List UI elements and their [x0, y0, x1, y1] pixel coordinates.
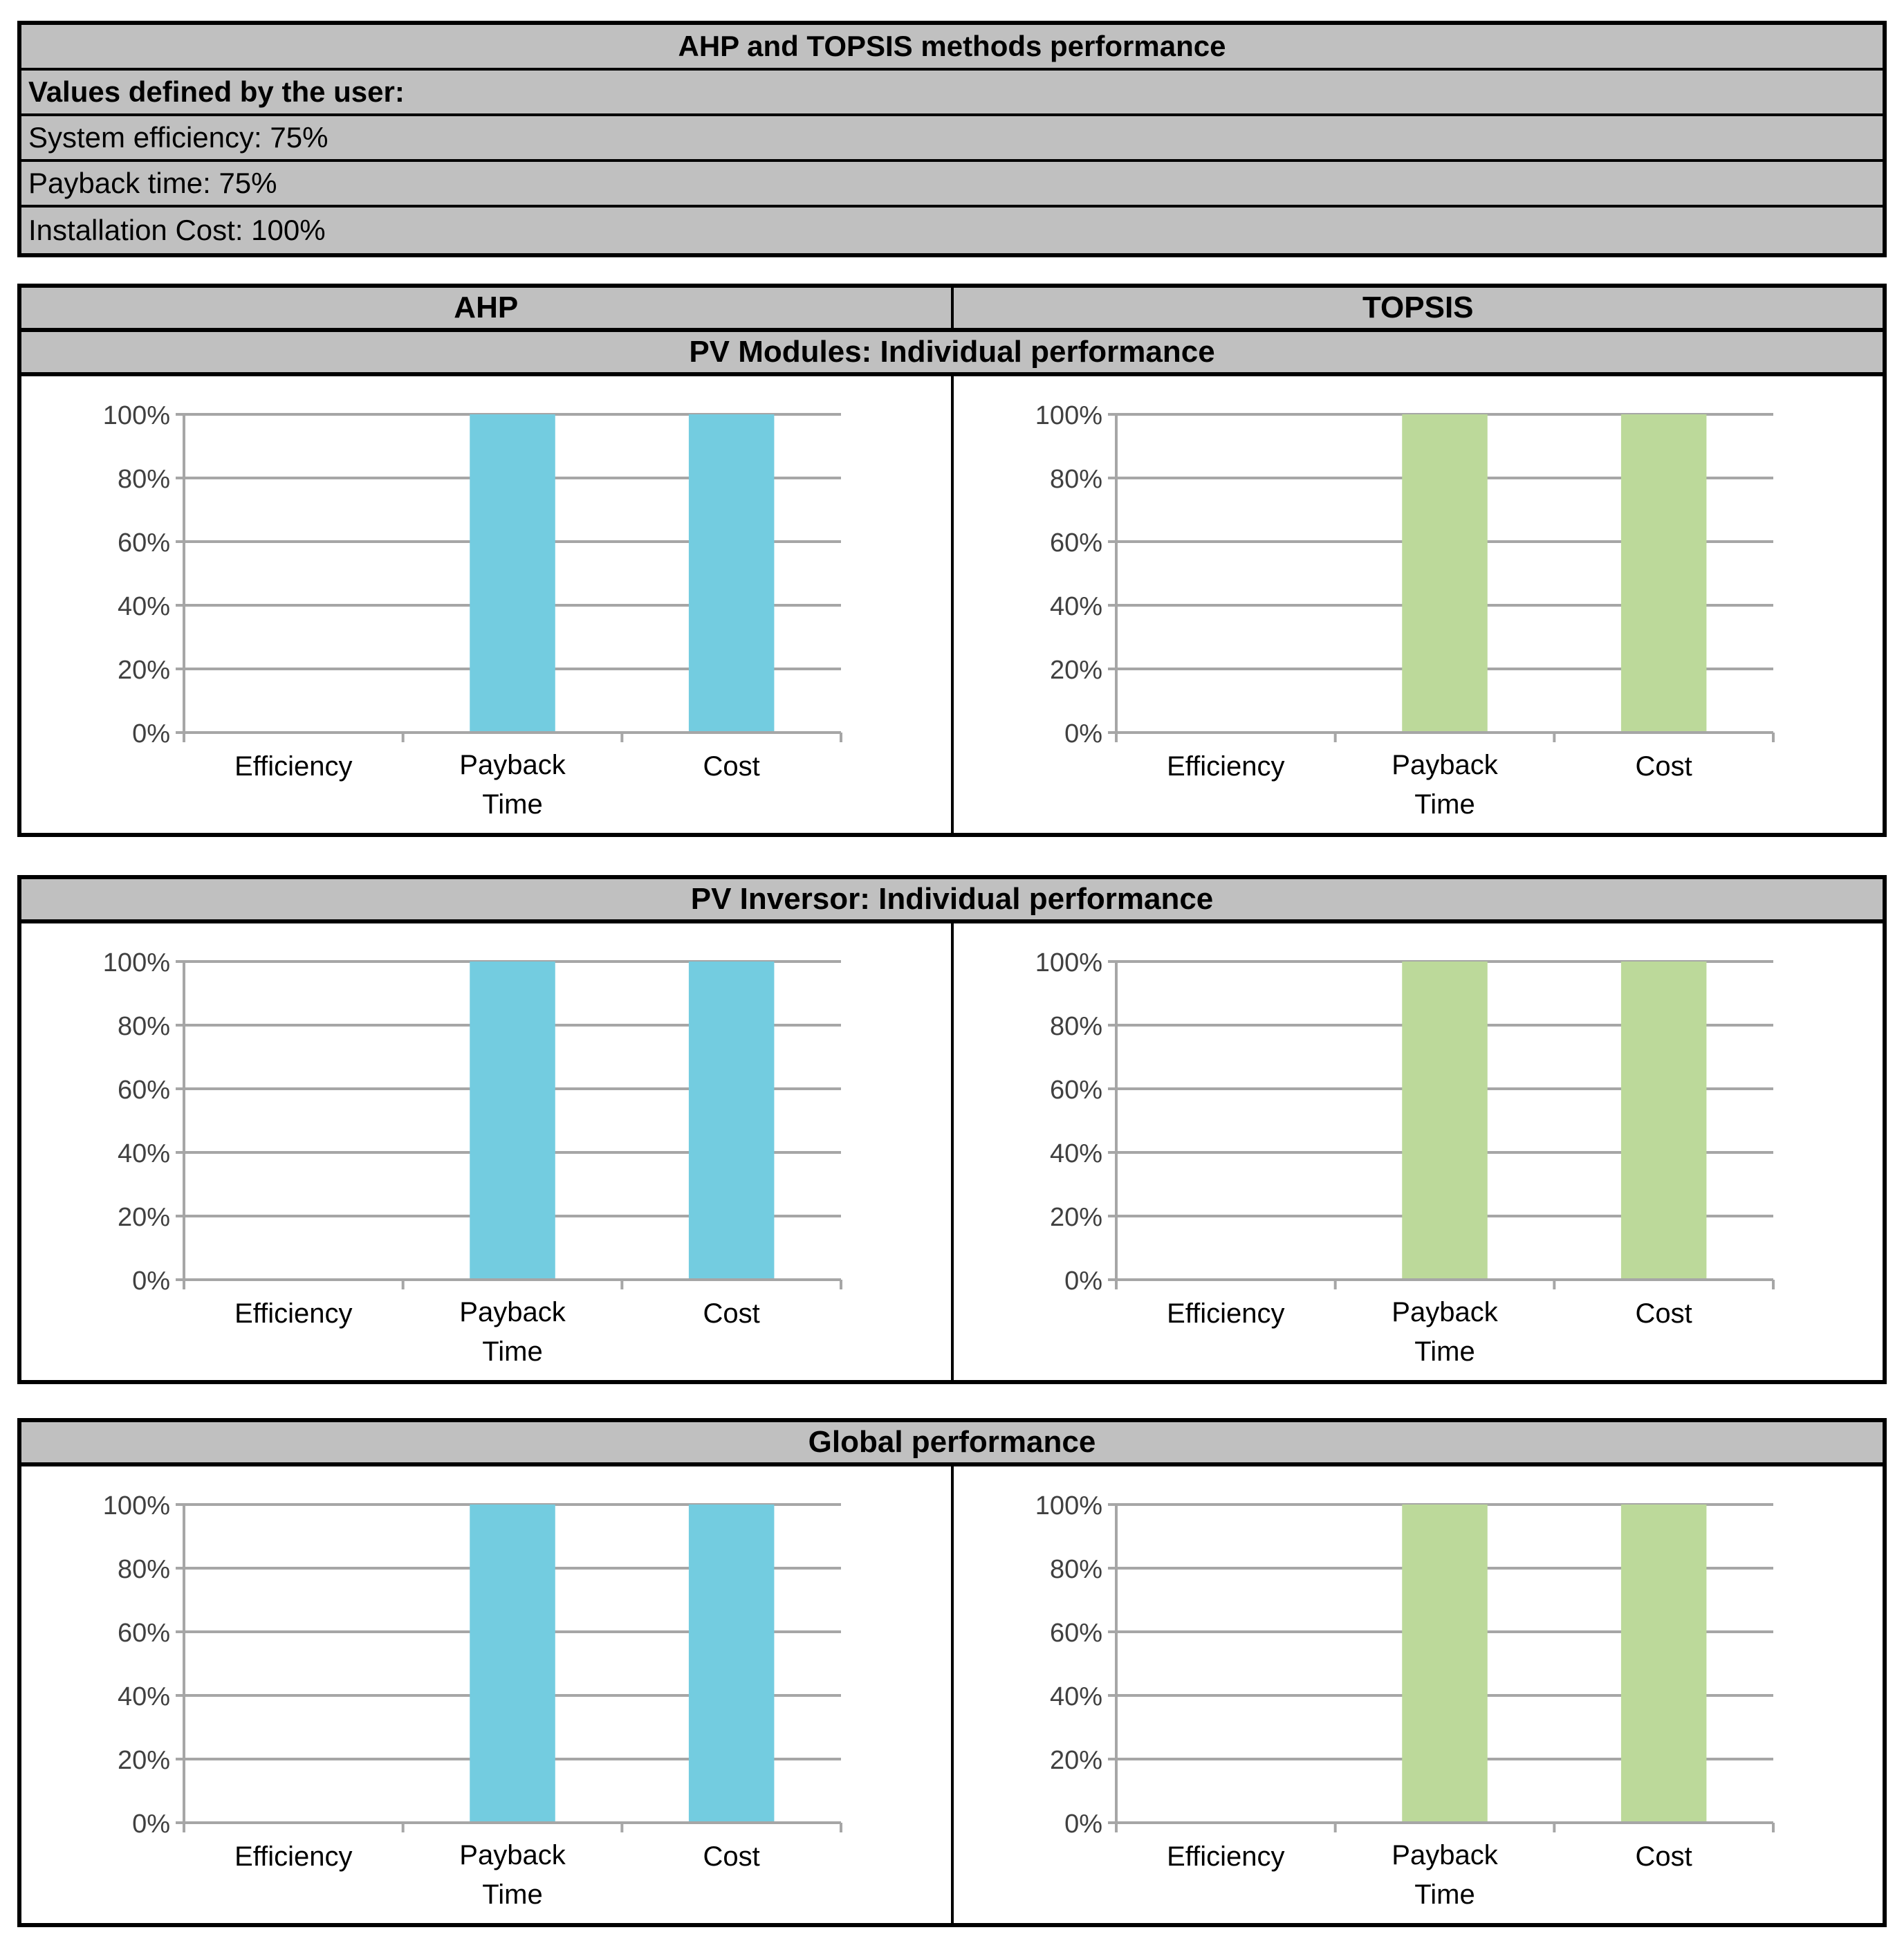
chart-row: [21, 923, 1883, 1380]
section-title: PV Inversor: Individual performance: [21, 879, 1883, 923]
header-table: [17, 21, 1887, 257]
topsis-inversor-chart: [954, 923, 1887, 1380]
bar-cost: [1620, 414, 1706, 733]
x-category-label: Efficiency: [234, 751, 353, 782]
y-tick-label: 40%: [117, 1139, 170, 1168]
x-category-label: Payback Time: [1391, 1840, 1498, 1910]
y-tick-label: 100%: [102, 1491, 170, 1520]
x-category-label: Cost: [703, 751, 760, 782]
method-header-row: [21, 288, 1883, 332]
user-values-heading: Values defined by the user:: [21, 71, 1883, 116]
ahp-chart-cell: [21, 376, 954, 833]
x-category-label: Payback Time: [1391, 750, 1498, 820]
y-tick-label: 40%: [1049, 1139, 1102, 1168]
bar-payback-time: [1402, 962, 1488, 1280]
x-category-label: Payback Time: [459, 1840, 566, 1910]
topsis-chart-cell: [954, 1466, 1883, 1923]
bar-cost: [689, 962, 775, 1280]
topsis-global-chart: [954, 1466, 1887, 1923]
y-tick-label: 20%: [1049, 1746, 1102, 1775]
y-tick-label: 0%: [1064, 1267, 1102, 1296]
pv-modules-section: [17, 284, 1887, 837]
installation-cost-value: Installation Cost: 100%: [28, 214, 326, 246]
x-category-label: Cost: [703, 1841, 760, 1872]
y-tick-label: 60%: [117, 1619, 170, 1648]
page-title: AHP and TOPSIS methods performance: [21, 25, 1883, 71]
ahp-inversor-chart: [21, 923, 955, 1380]
y-tick-label: 100%: [102, 948, 170, 977]
x-category-label: Cost: [703, 1298, 760, 1329]
bar-payback-time: [470, 414, 555, 733]
x-category-label: Payback Time: [1391, 1297, 1498, 1367]
x-category-label: Payback Time: [459, 750, 566, 820]
section-title: PV Modules: Individual performance: [21, 332, 1883, 376]
x-category-label: Efficiency: [1166, 751, 1285, 782]
x-category-label: Payback Time: [459, 1297, 566, 1367]
ahp-chart-cell: [21, 1466, 954, 1923]
y-tick-label: 20%: [1049, 656, 1102, 685]
bar-cost: [1620, 1505, 1706, 1823]
y-tick-label: 80%: [117, 1012, 170, 1041]
bar-payback-time: [470, 1505, 555, 1823]
bar-payback-time: [470, 962, 555, 1280]
topsis-chart-cell: [954, 923, 1883, 1380]
y-tick-label: 100%: [1035, 401, 1102, 430]
y-tick-label: 20%: [1049, 1203, 1102, 1232]
ahp-global-chart: [21, 1466, 955, 1923]
x-category-label: Cost: [1635, 1841, 1692, 1872]
y-tick-label: 60%: [1049, 1076, 1102, 1105]
y-tick-label: 100%: [102, 401, 170, 430]
payback-time-value: Payback time: 75%: [21, 162, 1883, 208]
topsis-modules-chart: [954, 376, 1887, 833]
y-tick-label: 80%: [117, 465, 170, 494]
y-tick-label: 60%: [117, 528, 170, 558]
y-tick-label: 80%: [1049, 1012, 1102, 1041]
pv-inversor-section: [17, 875, 1887, 1384]
y-tick-label: 40%: [1049, 1682, 1102, 1711]
section-title: Global performance: [21, 1422, 1883, 1466]
bar-payback-time: [1402, 1505, 1488, 1823]
y-tick-label: 0%: [1064, 1810, 1102, 1839]
ahp-column-header: AHP: [21, 288, 954, 328]
y-tick-label: 80%: [117, 1555, 170, 1584]
y-tick-label: 60%: [1049, 1619, 1102, 1648]
topsis-chart-cell: [954, 376, 1883, 833]
bar-cost: [689, 414, 775, 733]
topsis-column-header: TOPSIS: [1362, 291, 1474, 324]
chart-row: [21, 1466, 1883, 1923]
y-tick-label: 0%: [132, 1810, 170, 1839]
ahp-modules-chart: [21, 376, 955, 833]
y-tick-label: 0%: [1064, 719, 1102, 748]
x-category-label: Efficiency: [234, 1841, 353, 1872]
bar-cost: [689, 1505, 775, 1823]
y-tick-label: 100%: [1035, 1491, 1102, 1520]
x-category-label: Efficiency: [234, 1298, 353, 1329]
y-tick-label: 0%: [132, 1267, 170, 1296]
y-tick-label: 80%: [1049, 1555, 1102, 1584]
y-tick-label: 40%: [117, 1682, 170, 1711]
y-tick-label: 100%: [1035, 948, 1102, 977]
y-tick-label: 60%: [117, 1076, 170, 1105]
x-category-label: Cost: [1635, 751, 1692, 782]
y-tick-label: 20%: [117, 1746, 170, 1775]
chart-row: [21, 376, 1883, 833]
y-tick-label: 40%: [117, 592, 170, 621]
bar-cost: [1620, 962, 1706, 1280]
x-category-label: Efficiency: [1166, 1298, 1285, 1329]
y-tick-label: 60%: [1049, 528, 1102, 558]
x-category-label: Cost: [1635, 1298, 1692, 1329]
y-tick-label: 0%: [132, 719, 170, 748]
ahp-chart-cell: [21, 923, 954, 1380]
bar-payback-time: [1402, 414, 1488, 733]
y-tick-label: 20%: [117, 656, 170, 685]
system-efficiency-value: System efficiency: 75%: [21, 116, 1883, 162]
y-tick-label: 20%: [117, 1203, 170, 1232]
global-performance-section: [17, 1418, 1887, 1927]
y-tick-label: 40%: [1049, 592, 1102, 621]
y-tick-label: 80%: [1049, 465, 1102, 494]
x-category-label: Efficiency: [1166, 1841, 1285, 1872]
